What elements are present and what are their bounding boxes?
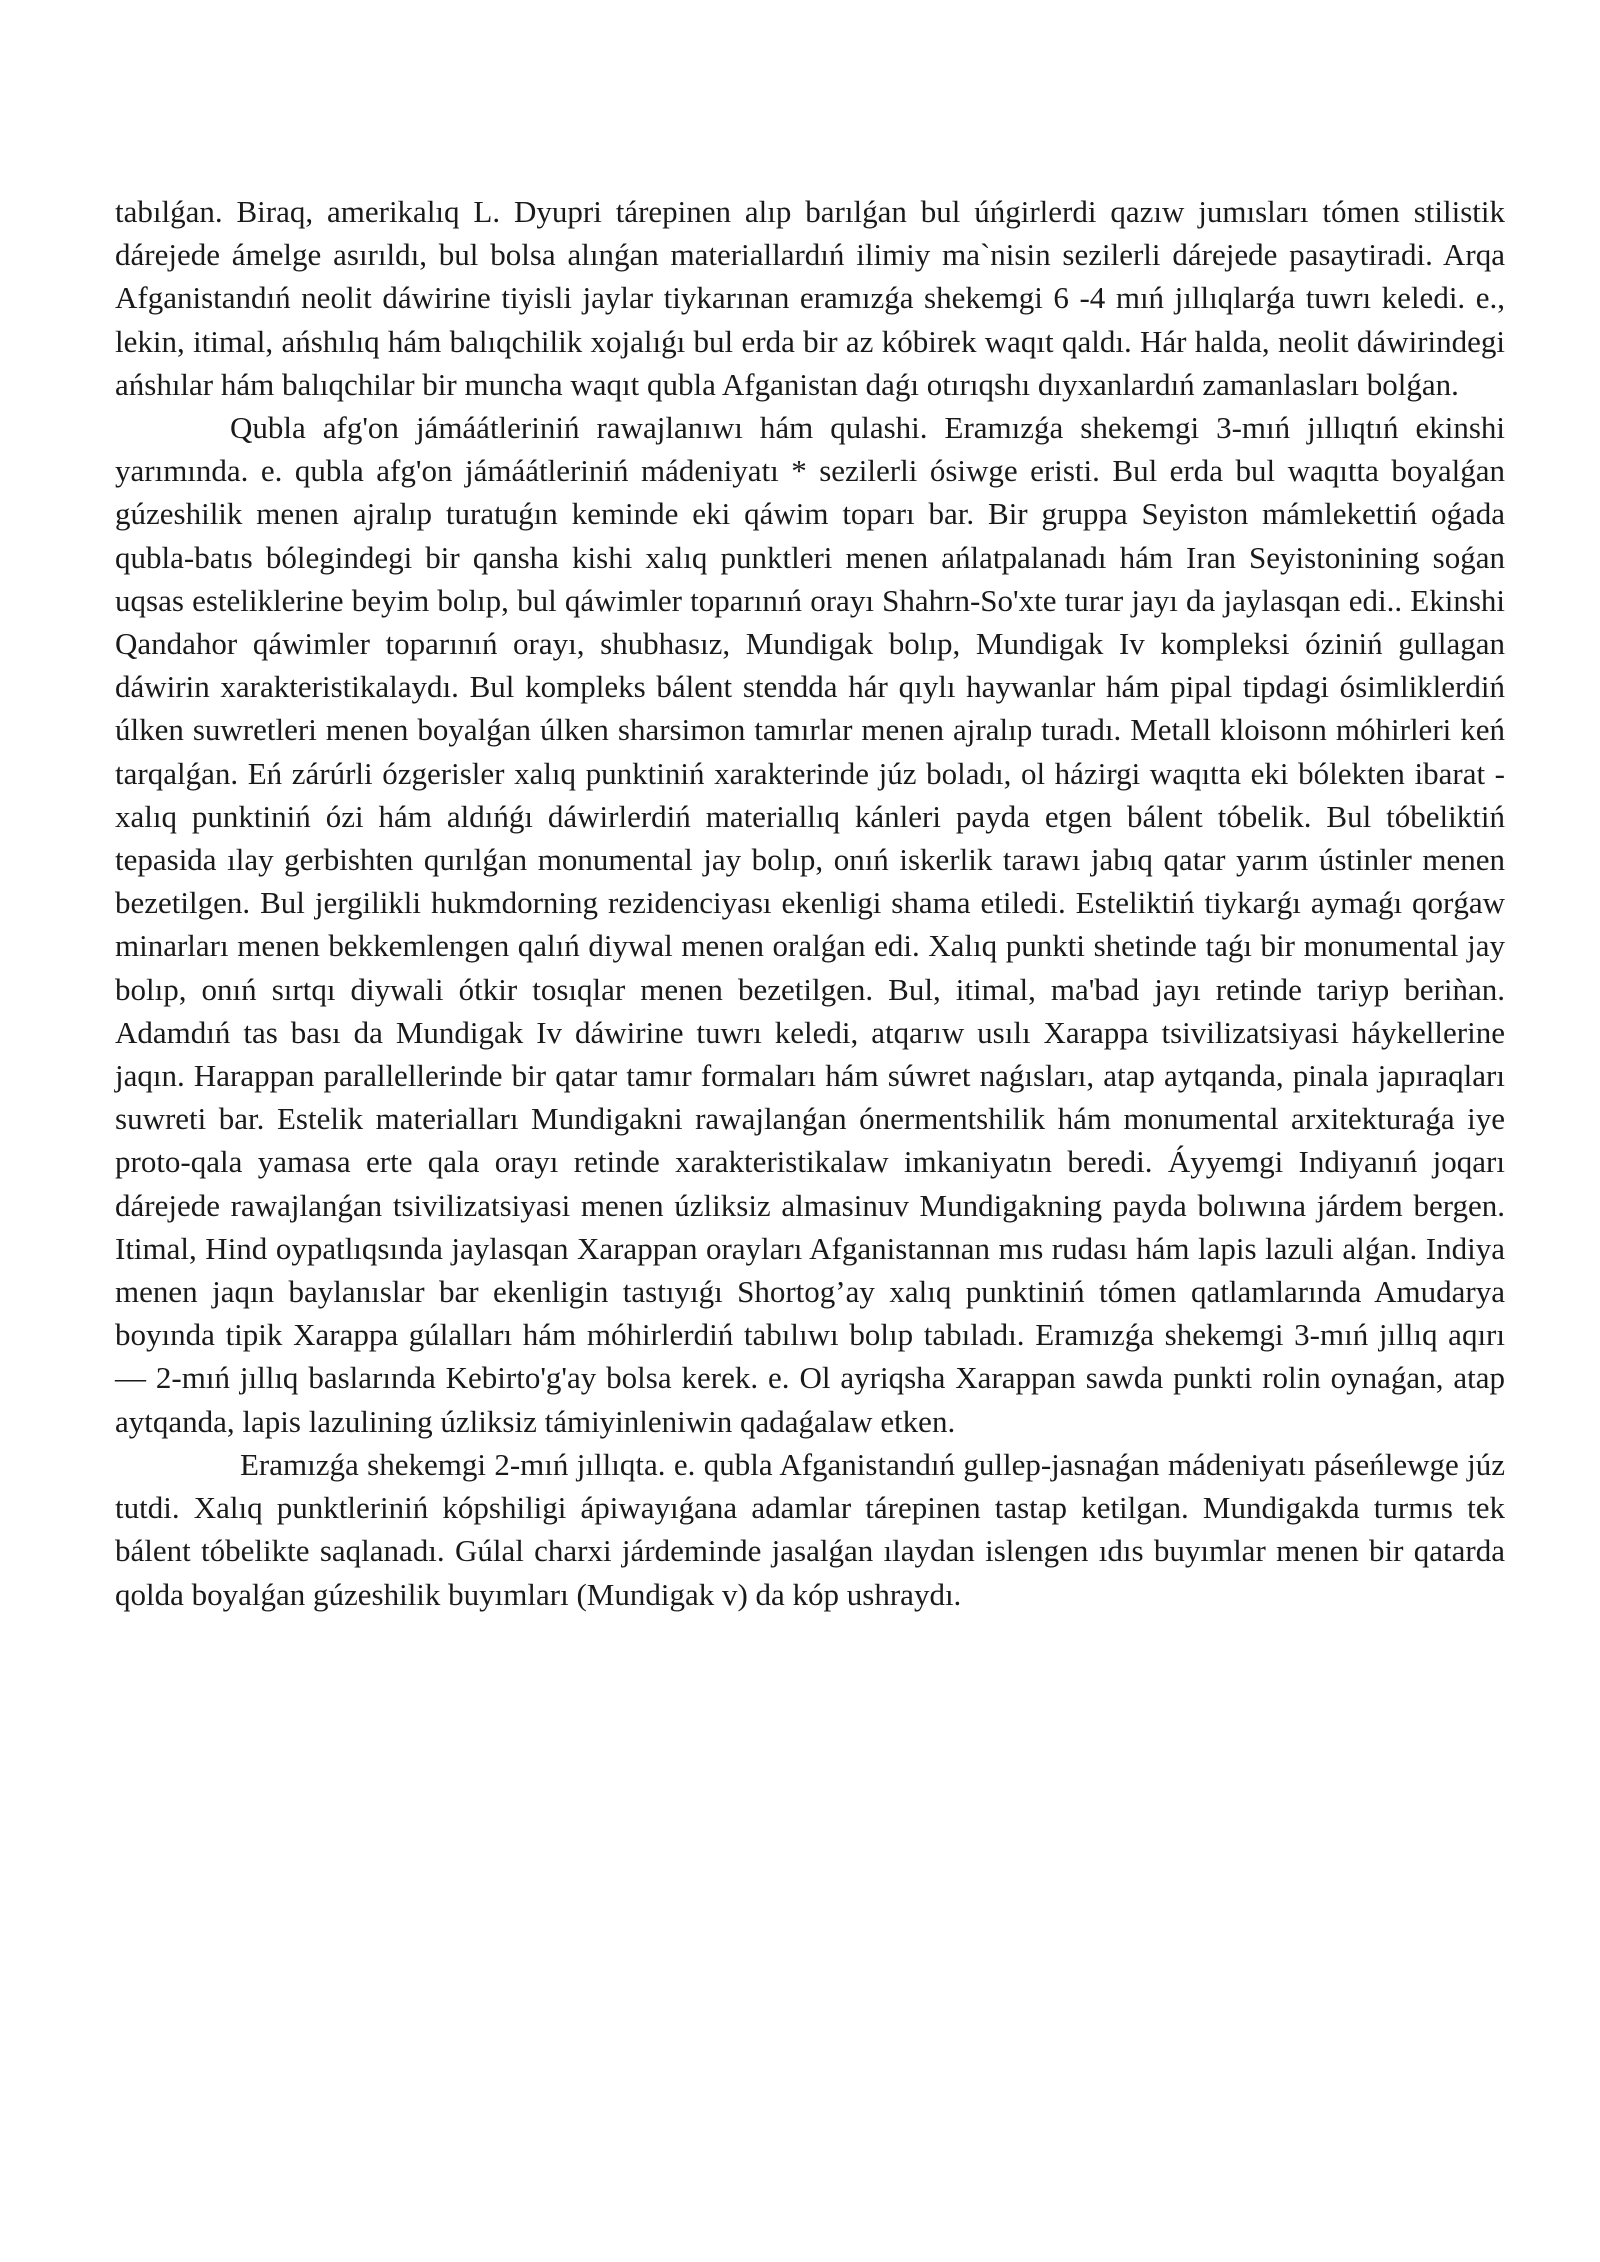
paragraph-1: tabılǵan. Biraq, amerikalıq L. Dyupri tárepinen alıp barılǵan bul úńgirlerdi qazıw jumısları tómen stilistik dárejede ámelge asırıldı, bul bolsa alınǵan materiallardıń ilimiy ma`nisin sezilerli dárejede pasaytiradi. Arqa Afganistandıń neolit dáwirine tiyisli jaylar tiykarınan eramızǵa shekemgi 6 -4 mıń jıllıqlarǵa tuwrı keledi. e., lekin, itimal, ańshılıq hám balıqchilik xojalıǵı bul erda bir az kóbirek waqıt qaldı. Hár halda, neolit dáwirindegi ańshılar hám balıqchilar bir muncha waqıt qubla Afganistan daǵı otırıqshı dıyxanlardıń zamanlasları bolǵan. (115, 194, 1505, 402)
paragraph-2: Qubla afg'on jámáátleriniń rawajlanıwı hám qulashi. Eramızǵa shekemgi 3-mıń jıllıqtıń ekinshi yarımında. e. qubla afg'on jámáátleriniń mádeniyatı * sezilerli ósiwge eristi. Bul erda bul waqıtta boyalǵan gúzeshilik menen ajralıp turatuǵın keminde eki qáwim toparı bar. Bir gruppa Seyiston mámlekettiń oǵada qubla-batıs bólegindegi bir qansha kishi xalıq punktleri menen ańlatpalanadı hám Iran Seyistonining soǵan uqsas esteliklerine beyim bolıp, bul qáwimler toparınıń orayı Shahrn-So'xte turar jayı da jaylasqan edi.. Ekinshi Qandahor qáwimler toparınıń orayı, shubhasız, Mundigak bolıp, Mundigak Iv kompleksi óziniń gullagan dáwirin xarakteristikalaydı. Bul kompleks bálent stendda hár qıylı haywanlar hám pipal tipdagi ósimliklerdiń úlken suwretleri menen boyalǵan úlken sharsimon tamırlar menen ajralıp turadı. Metall kloisonn móhirleri keń tarqalǵan. Eń zárúrli ózgerisler xalıq punktiniń xarakterinde júz boladı, ol házirgi waqıtta eki bólekten ibarat - xalıq punktiniń ózi hám aldıńǵı dáwirlerdiń materiallıq kánleri payda etgen bálent tóbelik. Bul tóbeliktiń tepasida ılay gerbishten qurılǵan monumental jay bolıp, onıń iskerlik tarawı jabıq qatar yarım ústinler menen bezetilgen. Bul jergilikli hukmdorning rezidenciyası ekenligi shama etiledi. Esteliktiń tiykarǵı aymaǵı qorǵaw minarları menen bekkemlengen qalıń diywal menen oralǵan edi. Xalıq punkti shetinde taǵı bir monumental jay bolıp, onıń sırtqı diywali ótkir tosıqlar menen bezetilgen. Bul, itimal, ma'bad jayı retinde tariyp beriǹan. Adamdıń tas bası da Mundigak Iv dáwirine tuwrı keledi, atqarıw usılı Xarappa tsivilizatsiyasi háykellerine jaqın. Harappan parallellerinde bir qatar tamır formaları hám súwret naǵısları, atap aytqanda, pinala japıraqları suwreti bar. Estelik materialları Mundigakni rawajlanǵan ónermentshilik hám monumental arxitekturaǵa iye proto-qala yamasa erte qala orayı retinde xarakteristikalaw imkaniyatın beredi. Áyyemgi Indiyanıń joqarı dárejede rawajlanǵan tsivilizatsiyasi menen úzliksiz almasinuv Mundigakning payda bolıwına járdem bergen. Itimal, Hind oypatlıqsında jaylasqan Xarappan orayları Afganistannan mıs rudası hám lapis lazuli alǵan. Indiya menen jaqın baylanıslar bar ekenligin tastıyıǵı Shortog’ay xalıq punktiniń tómen qatlamlarında Amudarya boyında tipik Xarappa gúlalları hám móhirlerdiń tabılıwı bolıp tabıladı. Eramızǵa shekemgi 3-mıń jıllıq aqırı — 2-mıń jıllıq baslarında Kebirto'g'ay bolsa kerek. e. Ol ayriqsha Xarappan sawda punkti rolin oynaǵan, atap aytqanda, lapis lazulining úzliksiz támiyinleniwin qadaǵalaw etken. (115, 410, 1505, 1439)
document-page (115, 190, 1505, 1616)
paragraph-3: Eramızǵa shekemgi 2-mıń jıllıqta. e. qubla Afganistandıń gullep-jasnaǵan mádeniyatı páseńlewge júz tutdi. Xalıq punktleriniń kópshiligi ápiwayıǵana adamlar tárepinen tastap ketilgan. Mundigakda turmıs tek bálent tóbelikte saqlanadı. Gúlal charxi járdeminde jasalǵan ılaydan islengen ıdıs buyımlar menen bir qatarda qolda boyalǵan gúzeshilik buyımları (Mundigak v) da kóp ushraydı. (115, 1446, 1505, 1612)
